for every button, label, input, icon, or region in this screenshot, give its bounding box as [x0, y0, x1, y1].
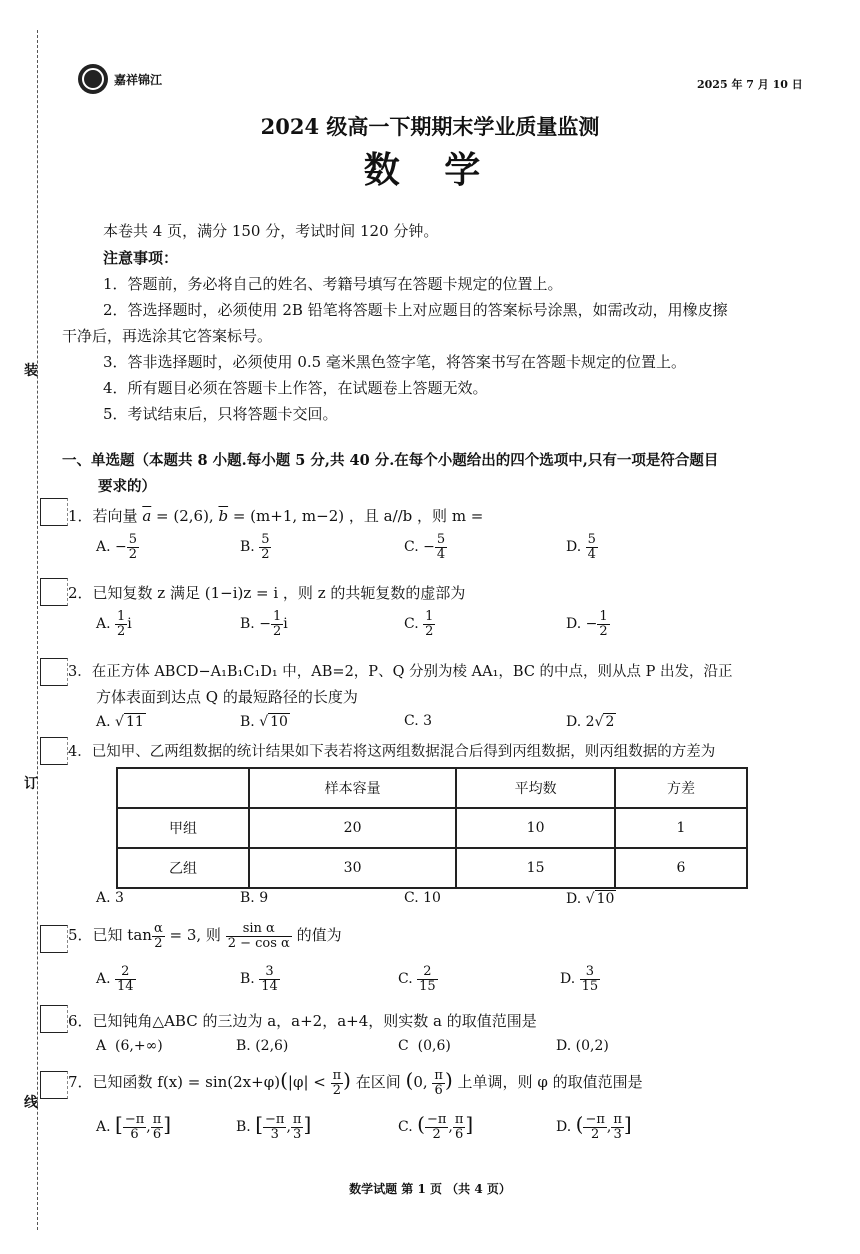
option-a: A. $\frac{2}{14}$: [96, 964, 134, 994]
option-a: A. $\frac{1}{2}$ i: [96, 609, 132, 639]
answer-box[interactable]: [40, 578, 68, 606]
exam-date: 2025 年 7 月 10 日: [697, 78, 803, 91]
table-header-cell: 方差: [615, 768, 747, 808]
binding-char-ding: 订: [24, 776, 38, 792]
binding-char-xian: 线: [24, 1095, 38, 1111]
notice-item-continued: 干净后，再选涂其它答案标号。: [62, 327, 273, 345]
section-heading: 一、单选题（本题共 8 小题.每小题 5 分,共 40 分.在每个小题给出的四个选项中,只有一项是符合题目: [62, 452, 719, 469]
table-cell: 6: [615, 848, 747, 888]
option-b: B. √ 10: [240, 714, 288, 730]
answer-box[interactable]: [40, 1071, 68, 1099]
table-cell: 1: [615, 808, 747, 848]
option-c: C (0,6): [398, 1038, 451, 1054]
table-header-cell: 样本容量: [249, 768, 456, 808]
table-header-row: [117, 768, 747, 808]
option-a: A. − $\frac{5}{2}$: [96, 532, 138, 562]
notice-item: 1．答题前，务必将自己的姓名、考籍号填写在答题卡规定的位置上。: [103, 275, 563, 293]
table-header-cell: [117, 768, 249, 808]
notice-heading: 注意事项：: [103, 249, 179, 267]
table-cell: 乙组: [117, 848, 249, 888]
option-d: D. (0,2): [556, 1038, 609, 1054]
option-d: D. 2√ 2: [566, 714, 615, 730]
question-2: 2．已知复数 z 满足 (1−i)z = i ，则 z 的共轭复数的虚部为: [68, 584, 466, 602]
option-a: A (6,+∞): [96, 1038, 163, 1054]
question-6: 6．已知钝角△ABC 的三边为 a，a+2，a+4，则实数 a 的取值范围是: [68, 1012, 537, 1030]
option-b: B. $\frac{3}{14}$: [240, 964, 278, 994]
option-b: B. 9: [240, 890, 269, 906]
option-b: B. − $\frac{1}{2}$ i: [240, 609, 288, 639]
question-3: 3．在正方体 ABCD−A₁B₁C₁D₁ 中，AB=2，P、Q 分别为棱 AA₁，BC 的中点，则从点 P 出发，沿正: [68, 664, 733, 680]
option-a: A. [ $\frac{-\pi}{6}$ , $\frac{\pi}{6}$ ]: [96, 1111, 172, 1142]
option-d: D. $\frac{5}{4}$: [566, 532, 596, 562]
notice-item: 4．所有题目必须在答题卡上作答，在试题卷上答题无效。: [103, 379, 488, 397]
option-c: C. − $\frac{5}{4}$: [404, 532, 446, 562]
option-d: D. ( $\frac{-\pi}{2}$ , $\frac{\pi}{3}$ ]: [556, 1111, 632, 1142]
option-c: C. ( $\frac{-\pi}{2}$ , $\frac{\pi}{6}$ ]: [398, 1111, 474, 1142]
exam-intro: 本卷共 4 页，满分 150 分，考试时间 120 分钟。: [103, 222, 439, 240]
question-4: 4．已知甲、乙两组数据的统计结果如下表若将这两组数据混合后得到丙组数据，则丙组数据的方差为: [68, 744, 716, 760]
question-3-continued: 方体表面到达点 Q 的最短路径的长度为: [96, 688, 358, 706]
option-b: B. (2,6): [236, 1038, 289, 1054]
answer-box[interactable]: [40, 737, 68, 765]
option-c: C. 10: [404, 890, 441, 906]
notice-item: 3．答非选择题时，必须使用 0.5 毫米黑色签字笔，将答案书写在答题卡规定的位置上。: [103, 353, 686, 371]
school-brand: 嘉祥锦江: [114, 73, 163, 87]
table-cell: 20: [249, 808, 456, 848]
table-row: [117, 808, 747, 848]
question-7: 7．已知函数 f(x) = sin(2x+φ)(|φ| < $\frac{\pi}{2}$ ) 在区间 (0, $\frac{\pi}{6}$ ) 上单调，则 φ 的取值范围是: [68, 1067, 643, 1098]
option-b: B. $\frac{5}{2}$: [240, 532, 270, 562]
answer-box[interactable]: [40, 1005, 68, 1033]
option-c: C. $\frac{2}{15}$: [398, 964, 436, 994]
exam-subject: 数 学: [363, 149, 497, 191]
question-5: 5．已知 tan $\frac{\alpha}{2}$ = 3, 则 $\frac{\text{sin α}}{\text{2 − cos α}}$ 的值为: [68, 921, 342, 951]
table-header-cell: 平均数: [456, 768, 615, 808]
page-footer: 数学试题 第 1 页 （共 4 页）: [349, 1182, 511, 1196]
option-c: C. $\frac{1}{2}$: [404, 609, 434, 639]
answer-box[interactable]: [40, 925, 68, 953]
school-logo-icon: [78, 64, 108, 94]
section-heading-continued: 要求的）: [98, 478, 156, 495]
option-a: A. √ 11: [96, 714, 144, 730]
table-cell: 30: [249, 848, 456, 888]
option-d: D. − $\frac{1}{2}$: [566, 609, 608, 639]
table-cell: 15: [456, 848, 615, 888]
table-cell: 10: [456, 808, 615, 848]
notice-item: 2．答选择题时，必须使用 2B 铅笔将答题卡上对应题目的答案标号涂黑，如需改动，用橡皮擦: [103, 301, 728, 319]
option-a: A. 3: [96, 890, 124, 906]
option-b: B. [ $\frac{-\pi}{3}$ , $\frac{\pi}{3}$ ]: [236, 1111, 312, 1142]
option-d: D. √ 10: [566, 891, 615, 907]
binding-dashed-line: [37, 30, 38, 1230]
question-1: 1．若向量 $\overline{a} = (2,6)$, $\overline{b} = (m+1$, m−2) ，且 a//b ，则 m =: [68, 507, 484, 525]
statistics-table: [116, 767, 748, 889]
option-d: D. $\frac{3}{15}$: [560, 964, 599, 994]
table-row: [117, 848, 747, 888]
notice-item: 5．考试结束后，只将答题卡交回。: [103, 405, 338, 423]
option-c: C. 3: [404, 713, 433, 729]
answer-box[interactable]: [40, 658, 68, 686]
binding-char-zhuang: 装: [24, 363, 38, 379]
exam-title: 2024 级高一下期期末学业质量监测: [260, 114, 600, 139]
table-cell: 甲组: [117, 808, 249, 848]
answer-box[interactable]: [40, 498, 68, 526]
